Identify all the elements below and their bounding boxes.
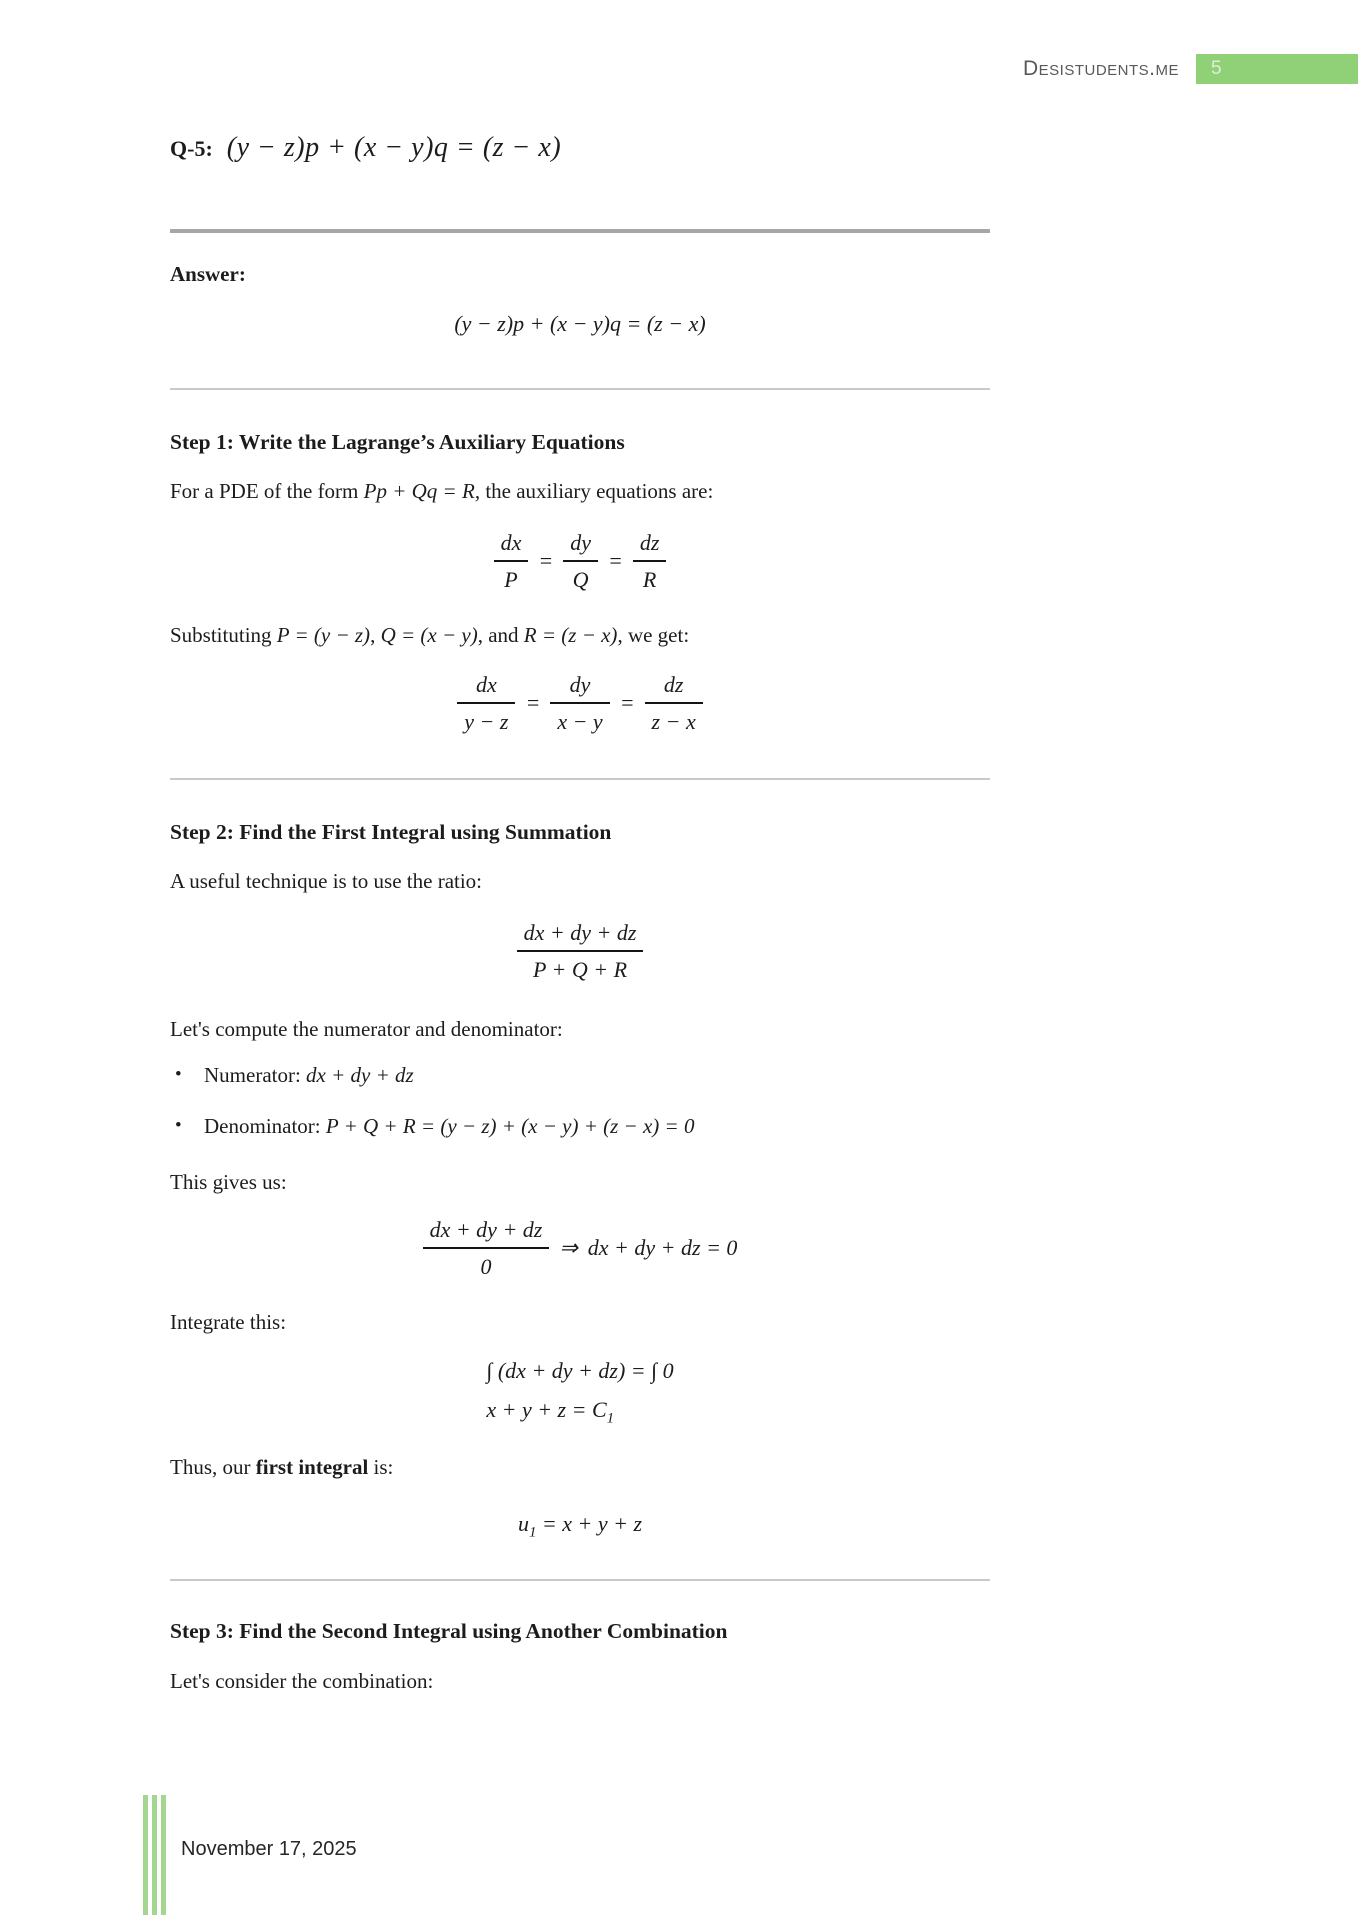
bullet-label: Denominator: bbox=[204, 1114, 326, 1139]
fraction-denominator: z − x bbox=[645, 702, 703, 736]
equals-sign: = bbox=[607, 548, 623, 574]
text-segment: Substituting bbox=[170, 622, 277, 647]
substituted-equations bbox=[170, 670, 990, 736]
bullet-content bbox=[204, 1113, 694, 1141]
fraction-numerator: dz bbox=[639, 529, 660, 555]
inline-math: Q = (x − y) bbox=[380, 622, 478, 647]
implies-arrow: ⇒ bbox=[559, 1235, 578, 1261]
fraction-denominator: P bbox=[494, 560, 529, 594]
step1-intro bbox=[170, 478, 990, 506]
fraction bbox=[517, 918, 644, 984]
answer-heading: Answer: bbox=[170, 261, 246, 286]
fraction-denominator: y − z bbox=[457, 702, 515, 736]
footer-date: November 17, 2025 bbox=[181, 1838, 357, 1860]
list-item bbox=[170, 1062, 990, 1090]
step2-compute-intro: Let's compute the numerator and denominator: bbox=[170, 1016, 563, 1041]
bullet-math: P + Q + R = (y − z) + (x − y) + (z − x) = 0 bbox=[325, 1114, 695, 1139]
gives-equation bbox=[170, 1215, 990, 1281]
divider-thick bbox=[170, 229, 990, 233]
fraction-denominator: R bbox=[633, 560, 667, 594]
subscript: 1 bbox=[606, 1410, 615, 1427]
accent-bar bbox=[143, 1795, 148, 1915]
text-segment: For a PDE of the form bbox=[170, 479, 364, 504]
step2-thus bbox=[170, 1454, 990, 1482]
text-segment: is: bbox=[368, 1454, 394, 1479]
fraction bbox=[645, 670, 703, 736]
fraction-numerator: dx bbox=[475, 671, 497, 697]
page-number: 5 bbox=[1211, 58, 1222, 79]
ratio-equation bbox=[170, 918, 990, 984]
equals-sign: = bbox=[525, 690, 541, 716]
text-segment: , we get: bbox=[617, 622, 690, 647]
list-item bbox=[170, 1113, 990, 1141]
bullet-math: dx + dy + dz bbox=[306, 1062, 414, 1087]
step2-heading: Step 2: Find the First Integral using Summation bbox=[170, 819, 612, 844]
step3-heading: Step 3: Find the Second Integral using Another Combination bbox=[170, 1619, 728, 1644]
text-segment: Thus, our bbox=[170, 1454, 256, 1479]
fraction-numerator: dx bbox=[500, 529, 522, 555]
bullet-label: Numerator: bbox=[204, 1062, 307, 1087]
answer-equation: (y − z)p + (x − y)q = (z − x) bbox=[454, 310, 706, 336]
fraction-denominator: 0 bbox=[423, 1247, 550, 1281]
accent-bar bbox=[161, 1795, 166, 1915]
fraction-numerator: dx + dy + dz bbox=[429, 1216, 543, 1242]
fraction bbox=[550, 670, 609, 736]
inline-math: = x + y + z bbox=[536, 1511, 643, 1537]
equals-sign: = bbox=[619, 690, 635, 716]
inline-math: dx + dy + dz = 0 bbox=[587, 1235, 738, 1261]
question-label: Q-5: bbox=[170, 135, 213, 161]
footer-accent-bars bbox=[143, 1795, 167, 1915]
fraction-numerator: dy bbox=[570, 529, 591, 555]
question-row bbox=[170, 130, 990, 167]
fraction-numerator: dy bbox=[569, 671, 591, 697]
fraction-denominator: Q bbox=[563, 560, 598, 594]
first-integral-equation bbox=[170, 1509, 990, 1543]
divider-thin bbox=[170, 778, 990, 780]
step1-heading: Step 1: Write the Lagrange’s Auxiliary Equations bbox=[170, 429, 625, 454]
fraction bbox=[494, 528, 529, 594]
subscript: 1 bbox=[528, 1524, 537, 1541]
integral-line bbox=[486, 1391, 673, 1432]
text-segment: , and bbox=[477, 622, 524, 647]
fraction-numerator: dx + dy + dz bbox=[523, 919, 637, 945]
document-content bbox=[170, 0, 990, 1695]
fraction bbox=[457, 670, 515, 736]
fraction bbox=[633, 528, 667, 594]
step3-intro: Let's consider the combination: bbox=[170, 1668, 434, 1693]
step2-ratio-intro: A useful technique is to use the ratio: bbox=[170, 869, 483, 894]
bold-text: first integral bbox=[255, 1454, 369, 1479]
inline-math: x + y + z = C bbox=[486, 1396, 607, 1422]
bullet-icon: • bbox=[175, 1115, 182, 1137]
accent-bar bbox=[152, 1795, 157, 1915]
integral-block-wrap bbox=[170, 1352, 990, 1431]
divider-thin bbox=[170, 1579, 990, 1581]
fraction bbox=[563, 528, 598, 594]
bullet-content bbox=[204, 1062, 414, 1090]
step2-integrate-intro: Integrate this: bbox=[170, 1309, 287, 1334]
fraction bbox=[423, 1215, 550, 1281]
page-number-badge bbox=[1196, 54, 1358, 84]
step1-substitution bbox=[170, 622, 990, 650]
text-segment: , bbox=[370, 622, 381, 647]
brand-text: Desistudents.me bbox=[1022, 57, 1179, 80]
auxiliary-equations bbox=[170, 528, 990, 594]
equals-sign: = bbox=[538, 548, 554, 574]
inline-math: R = (z − x) bbox=[523, 622, 618, 647]
fraction-denominator: P + Q + R bbox=[517, 950, 644, 984]
inline-math: Pp + Qq = R bbox=[363, 479, 475, 504]
bullet-icon: • bbox=[175, 1063, 182, 1085]
integral-block bbox=[486, 1352, 673, 1431]
integral-line: ∫ (dx + dy + dz) = ∫ 0 bbox=[486, 1358, 674, 1384]
step2-gives-intro: This gives us: bbox=[170, 1169, 287, 1194]
inline-math: u bbox=[517, 1511, 529, 1537]
fraction-denominator: x − y bbox=[550, 702, 609, 736]
text-segment: , the auxiliary equations are: bbox=[474, 479, 714, 504]
question-equation: (y − z)p + (x − y)q = (z − x) bbox=[226, 132, 562, 163]
fraction-numerator: dz bbox=[663, 671, 684, 697]
inline-math: P = (y − z) bbox=[276, 622, 371, 647]
divider-thin bbox=[170, 388, 990, 390]
